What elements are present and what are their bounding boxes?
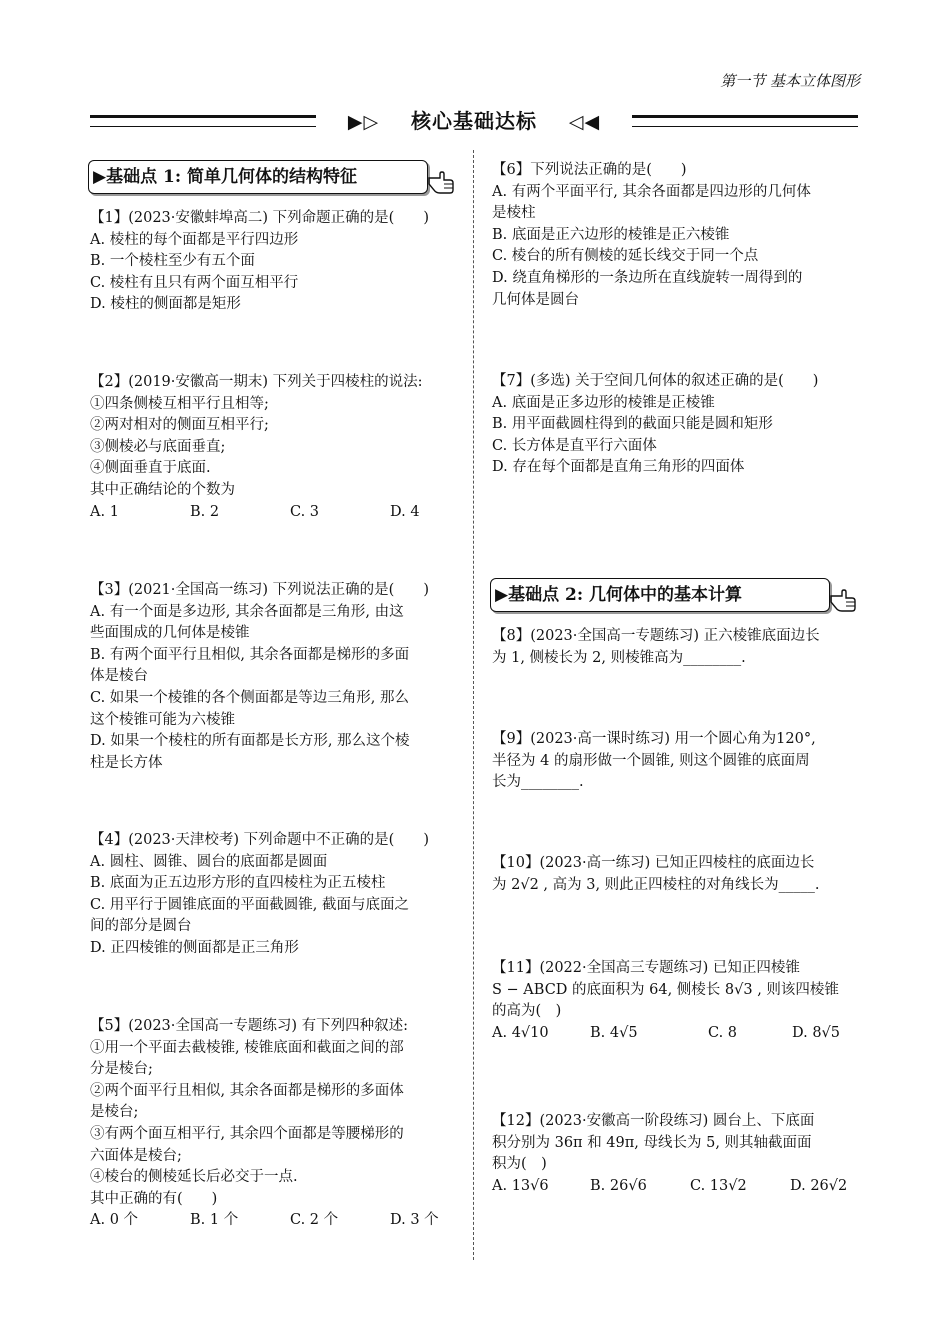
question-6 <box>492 160 862 311</box>
option-c-cont: 这个棱锥可能为六棱锥 <box>90 711 235 728</box>
statement-4: ④侧面垂直于底面. <box>90 460 211 477</box>
question-1 <box>90 208 460 316</box>
statement-1: ①四条侧棱互相平行且相等; <box>90 395 269 412</box>
question-line-2: 为 2√2 , 高为 3, 则此正四棱柱的对角线长为_____. <box>492 876 820 893</box>
option-c: C. 棱台的所有侧棱的延长线交于同一个点 <box>492 248 759 265</box>
question-line-2: 半径为 4 的扇形做一个圆锥, 则这个圆锥的底面周 <box>492 752 810 769</box>
column-divider <box>473 150 474 1260</box>
statement-4: ④棱台的侧棱延长后必交于一点. <box>90 1169 298 1186</box>
pointing-hand-icon <box>426 166 456 196</box>
option-a: A. 有一个面是多边形, 其余各面都是三角形, 由这 <box>90 603 404 620</box>
option-b: B. 1 个 <box>190 1212 239 1229</box>
question-line-1: 【12】(2023·安徽高一阶段练习) 圆台上、下底面 <box>492 1113 815 1129</box>
banner <box>90 105 858 135</box>
pointing-hand-icon <box>828 584 858 614</box>
option-b: B. 底面是正六边形的棱锥是正六棱锥 <box>492 226 730 243</box>
option-a-cont: 是棱柱 <box>492 205 536 222</box>
question-stem: 【1】(2023·安徽蚌埠高二) 下列命题正确的是( ) <box>90 210 429 226</box>
option-d: D. 正四棱锥的侧面都是正三角形 <box>90 939 299 956</box>
option-c: C. 13√2 <box>690 1177 747 1194</box>
options-row <box>492 1023 862 1045</box>
question-9 <box>492 729 862 794</box>
question-stem: 【3】(2021·全国高一练习) 下列说法正确的是( ) <box>90 582 429 598</box>
banner-rule-left <box>90 115 316 127</box>
banner-left-arrows: ▶▷ <box>347 111 380 133</box>
question-2 <box>90 372 460 523</box>
option-a: A. 0 个 <box>90 1212 139 1229</box>
option-d-cont: 几何体是圆台 <box>492 291 579 308</box>
option-b-cont: 体是棱台 <box>90 668 148 685</box>
option-d: D. 棱柱的侧面都是矩形 <box>90 296 241 313</box>
option-a: A. 4√10 <box>492 1024 549 1041</box>
option-c: C. 棱柱有且只有两个面互相平行 <box>90 274 299 291</box>
option-d: D. 4 <box>390 503 420 520</box>
option-d: D. 3 个 <box>390 1212 439 1229</box>
question-stem: 【7】(多选) 关于空间几何体的叙述正确的是( ) <box>492 373 819 389</box>
option-b: B. 26√6 <box>590 1177 647 1194</box>
option-b: B. 底面为正五边形方形的直四棱柱为正五棱柱 <box>90 875 386 892</box>
question-5 <box>90 1016 460 1232</box>
option-a: A. 13√6 <box>492 1177 549 1194</box>
statement-3: ③有两个面互相平行, 其余四个面都是等腰梯形的 <box>90 1125 404 1142</box>
question-line-3: 积为( ) <box>492 1156 547 1173</box>
question-11 <box>492 958 862 1044</box>
option-d: D. 26√2 <box>790 1177 848 1194</box>
statement-1-cont: 分是棱台; <box>90 1061 153 1078</box>
question-ask: 其中正确的有( ) <box>90 1190 218 1207</box>
question-4 <box>90 830 460 960</box>
option-b: B. 有两个面平行且相似, 其余各面都是梯形的多面 <box>90 646 410 663</box>
option-c: C. 2 个 <box>290 1212 339 1229</box>
option-d: D. 8√5 <box>792 1024 841 1041</box>
options-row <box>492 1176 862 1198</box>
statement-1: ①用一个平面去截棱锥, 棱锥底面和截面之间的部 <box>90 1039 404 1056</box>
option-a: A. 1 <box>90 503 119 520</box>
options-row <box>90 1210 460 1232</box>
banner-title: 核心基础达标 <box>411 109 537 133</box>
option-c: C. 如果一个棱锥的各个侧面都是等边三角形, 那么 <box>90 689 410 706</box>
banner-rule-right <box>632 115 858 127</box>
options-row <box>90 502 460 524</box>
question-line-1: 【10】(2023·高一练习) 已知正四棱柱的底面边长 <box>492 855 815 871</box>
statement-2-cont: 是棱台; <box>90 1104 139 1121</box>
option-d: D. 绕直角梯形的一条边所在直线旋转一周得到的 <box>492 269 803 286</box>
question-12 <box>492 1111 862 1197</box>
option-c: C. 3 <box>290 503 320 520</box>
question-7 <box>492 371 862 479</box>
option-a: A. 棱柱的每个面都是平行四边形 <box>90 231 299 248</box>
banner-title-group <box>336 105 612 134</box>
question-line-3: 的高为( ) <box>492 1003 562 1020</box>
question-stem: 【5】(2023·全国高一专题练习) 有下列四种叙述: <box>90 1018 409 1034</box>
question-3 <box>90 580 460 774</box>
option-d-cont: 柱是长方体 <box>90 754 163 771</box>
question-stem: 【2】(2019·安徽高一期末) 下列关于四棱柱的说法: <box>90 374 423 390</box>
question-ask: 其中正确结论的个数为 <box>90 481 235 498</box>
option-b: B. 一个棱柱至少有五个面 <box>90 253 255 270</box>
statement-2: ②两对相对的侧面互相平行; <box>90 417 269 434</box>
option-b: B. 2 <box>190 503 220 520</box>
option-c: C. 用平行于圆锥底面的平面截圆锥, 截面与底面之 <box>90 896 410 913</box>
question-line-1: 【9】(2023·高一课时练习) 用一个圆心角为120°, <box>492 731 816 747</box>
section-1-title: ▶基础点 1: 简单几何体的结构特征 <box>88 160 428 194</box>
statement-3: ③侧棱必与底面垂直; <box>90 438 226 455</box>
option-a: A. 有两个平面平行, 其余各面都是四边形的几何体 <box>492 183 811 200</box>
option-c-cont: 间的部分是圆台 <box>90 918 192 935</box>
question-line-3: 长为________. <box>492 774 584 791</box>
statement-2: ②两个面平行且相似, 其余各面都是梯形的多面体 <box>90 1082 404 1099</box>
question-line-2: S − ABCD 的底面积为 64, 侧棱长 8√3 , 则该四棱锥 <box>492 981 839 998</box>
section-header: 第一节 基本立体图形 <box>720 72 860 90</box>
question-line-2: 为 1, 侧棱长为 2, 则棱锥高为________. <box>492 649 746 666</box>
option-b: B. 4√5 <box>590 1024 638 1041</box>
option-b: B. 用平面截圆柱得到的截面只能是圆和矩形 <box>492 416 773 433</box>
statement-3-cont: 六面体是棱台; <box>90 1147 182 1164</box>
question-stem: 【4】(2023·天津校考) 下列命题中不正确的是( ) <box>90 832 429 848</box>
banner-right-arrows: ◁◀ <box>568 111 601 133</box>
question-line-1: 【11】(2022·全国高三专题练习) 已知正四棱锥 <box>492 960 800 976</box>
option-c: C. 长方体是直平行六面体 <box>492 437 657 454</box>
option-a-cont: 些面围成的几何体是棱锥 <box>90 625 250 642</box>
option-d: D. 如果一个棱柱的所有面都是长方形, 那么这个棱 <box>90 733 410 750</box>
option-c: C. 8 <box>708 1024 738 1041</box>
option-a: A. 圆柱、圆锥、圆台的底面都是圆面 <box>90 853 328 870</box>
question-stem: 【6】下列说法正确的是( ) <box>492 162 687 178</box>
question-10 <box>492 853 862 896</box>
question-line-1: 【8】(2023·全国高一专题练习) 正六棱锥底面边长 <box>492 628 820 644</box>
section-2-title: ▶基础点 2: 几何体中的基本计算 <box>490 578 830 612</box>
option-d: D. 存在每个面都是直角三角形的四面体 <box>492 459 745 476</box>
question-line-2: 积分别为 36π 和 49π, 母线长为 5, 则其轴截面面 <box>492 1134 812 1151</box>
question-8 <box>492 626 862 669</box>
option-a: A. 底面是正多边形的棱锥是正棱锥 <box>492 394 715 411</box>
